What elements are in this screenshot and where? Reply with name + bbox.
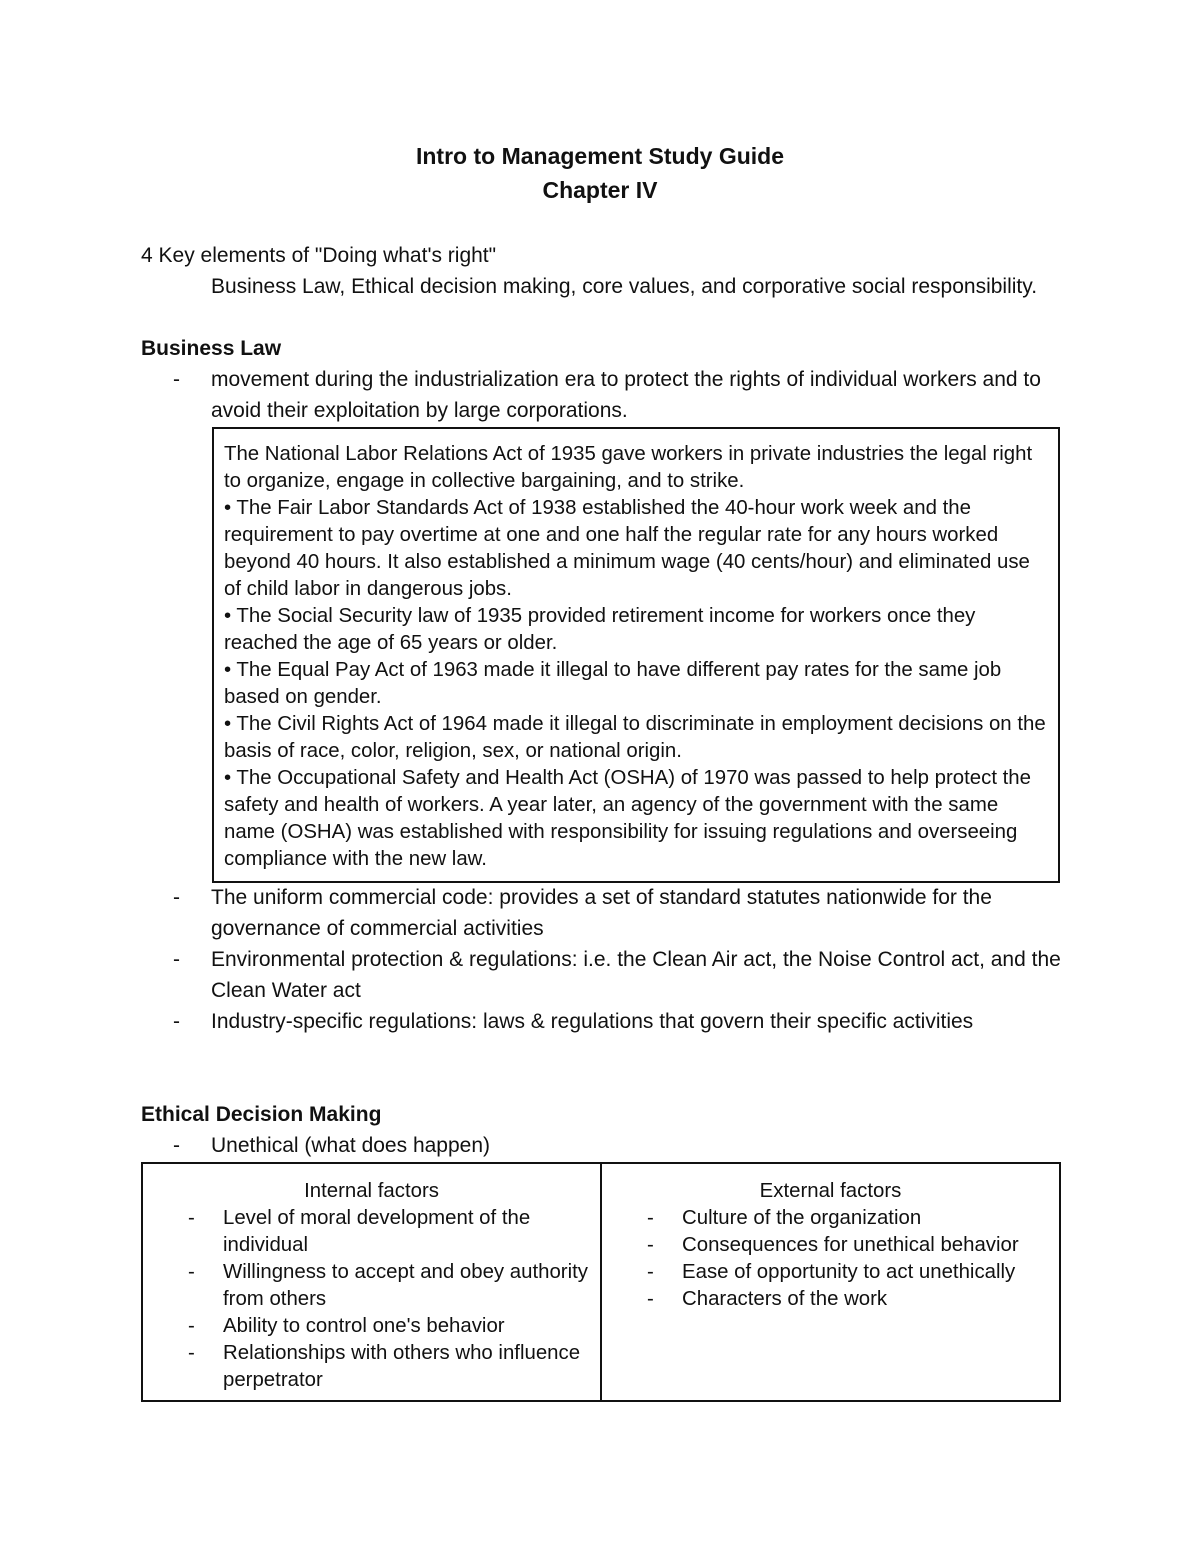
dash-bullet: - [173,948,180,971]
list-item [141,364,1071,426]
labor-law-entry: • The Equal Pay Act of 1963 made it illegal to have different pay rates for the same job based on gender. [224,659,1002,708]
dash-bullet: - [647,1207,654,1229]
list-item-text: Willingness to accept and obey authority from others [223,1261,588,1310]
list-item [141,944,1071,1006]
dash-bullet: - [647,1234,654,1256]
list-item-text: Characters of the work [682,1288,888,1310]
internal-factors-header: Internal factors [304,1180,439,1202]
labor-law-entry: The National Labor Relations Act of 1935 gave workers in private industries the legal right to organize, engage in collective bargaining, and to strike. [224,443,1033,492]
external-factors-header: External factors [759,1180,902,1202]
list-item [602,1286,1059,1313]
list-item [143,1313,600,1340]
list-item-text: Unethical (what does happen) [211,1134,491,1157]
list-item [141,1006,1071,1037]
internal-factors-column [143,1164,600,1400]
ethical-decision-heading: Ethical Decision Making [141,1103,382,1126]
labor-law-entry: • The Civil Rights Act of 1964 made it illegal to discriminate in employment decisions on the basis of race, color, religion, sex, or national origin. [224,713,1046,762]
labor-law-entry: • The Occupational Safety and Health Act (OSHA) of 1970 was passed to help protect the safety and health of workers. A year later, an agency of the government with the same name (OSHA) was established with responsibility for issuing regulations and overseeing compliance with the new law. [224,767,1031,870]
business-law-first-list [141,364,1071,426]
business-law-more-list [141,882,1071,1037]
list-item-text: Ease of opportunity to act unethically [682,1261,1016,1283]
document-title: Intro to Management Study Guide [415,143,784,169]
list-item-text: Industry-specific regulations: laws & regulations that govern their specific activities [211,1010,974,1033]
key-elements-list: Business Law, Ethical decision making, core values, and corporative social responsibility. [211,275,1038,298]
dash-bullet: - [173,368,180,391]
labor-laws-box [212,427,1060,883]
business-law-heading: Business Law [141,337,282,360]
list-item [143,1205,600,1259]
list-item [141,882,1071,944]
key-elements-line: 4 Key elements of "Doing what's right" [141,244,497,267]
dash-bullet: - [188,1261,195,1283]
dash-bullet: - [188,1315,195,1337]
list-item-text: Ability to control one's behavior [223,1315,505,1337]
external-factors-column [600,1164,1059,1400]
list-item-text: Consequences for unethical behavior [682,1234,1019,1256]
dash-bullet: - [173,886,180,909]
ethical-list [141,1130,1071,1161]
list-item-text: Level of moral development of the individual [223,1207,531,1256]
list-item [143,1340,600,1394]
dash-bullet: - [188,1207,195,1229]
list-item-text: Environmental protection & regulations: i.e. the Clean Air act, the Noise Control act, and the Clean Water act [211,948,1061,1002]
chapter-title: Chapter IV [542,177,658,203]
list-item [602,1232,1059,1259]
labor-law-entry: • The Social Security law of 1935 provided retirement income for workers once they reached the age of 65 years or older. [224,605,976,654]
dash-bullet: - [188,1342,195,1364]
external-factors-list [602,1205,1059,1313]
dash-bullet: - [173,1010,180,1033]
list-item [141,1130,1071,1161]
internal-factors-list [143,1205,600,1394]
labor-law-entry: • The Fair Labor Standards Act of 1938 established the 40-hour work week and the requirement to pay overtime at one and one half the regular rate for any hours worked beyond 40 hours. It also established a minimum wage (40 cents/hour) and eliminated use of child labor in dangerous jobs. [224,497,1030,600]
list-item-text: movement during the industrialization era to protect the rights of individual workers and to avoid their exploitation by large corporations. [211,368,1041,422]
list-item [602,1205,1059,1232]
list-item [602,1259,1059,1286]
dash-bullet: - [647,1261,654,1283]
dash-bullet: - [173,1134,180,1157]
dash-bullet: - [647,1288,654,1310]
list-item-text: Culture of the organization [682,1207,922,1229]
list-item-text: Relationships with others who influence perpetrator [223,1342,581,1391]
list-item-text: The uniform commercial code: provides a set of standard statutes nationwide for the governance of commercial activities [211,886,992,940]
list-item [143,1259,600,1313]
factors-table [141,1162,1061,1402]
